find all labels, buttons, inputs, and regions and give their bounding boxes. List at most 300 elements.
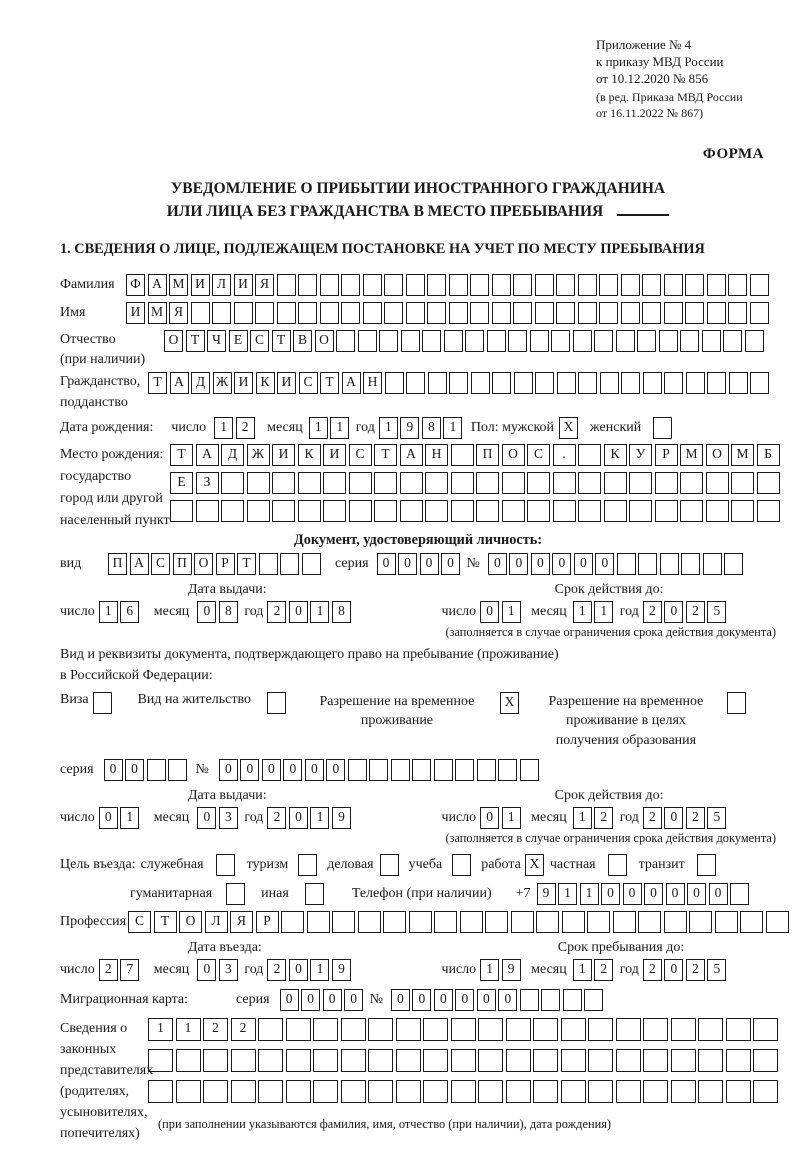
char-cell[interactable]: [766, 911, 789, 933]
entry-month-input[interactable]: [197, 959, 240, 981]
char-cell[interactable]: [637, 330, 656, 352]
char-cell[interactable]: [451, 1049, 476, 1072]
char-cell[interactable]: [323, 472, 346, 494]
char-cell[interactable]: [400, 472, 423, 494]
char-cell[interactable]: [369, 759, 388, 781]
char-cell[interactable]: 0: [441, 553, 460, 575]
birth-place-row1-input[interactable]: [170, 444, 782, 466]
char-cell[interactable]: [629, 500, 652, 522]
char-cell[interactable]: [753, 1049, 778, 1072]
char-cell[interactable]: А: [400, 444, 423, 466]
char-cell[interactable]: С: [128, 911, 151, 933]
char-cell[interactable]: О: [502, 444, 525, 466]
char-cell[interactable]: [400, 500, 423, 522]
char-cell[interactable]: [444, 330, 463, 352]
char-cell[interactable]: С: [299, 372, 318, 394]
char-cell[interactable]: 1: [176, 1018, 201, 1041]
char-cell[interactable]: [750, 302, 769, 324]
char-cell[interactable]: [203, 1049, 228, 1072]
char-cell[interactable]: [685, 302, 704, 324]
visa-checkbox[interactable]: [93, 692, 112, 714]
char-cell[interactable]: [148, 1049, 173, 1072]
sex-female-checkbox[interactable]: [653, 417, 672, 439]
char-cell[interactable]: [384, 274, 403, 296]
char-cell[interactable]: 1: [580, 883, 599, 905]
char-cell[interactable]: [298, 302, 317, 324]
char-cell[interactable]: Н: [363, 372, 382, 394]
char-cell[interactable]: [465, 330, 484, 352]
char-cell[interactable]: [434, 911, 457, 933]
char-cell[interactable]: 2: [643, 807, 662, 829]
char-cell[interactable]: 0: [240, 759, 259, 781]
char-cell[interactable]: 2: [231, 1018, 256, 1041]
char-cell[interactable]: [341, 1018, 366, 1041]
char-cell[interactable]: 0: [197, 601, 216, 623]
char-cell[interactable]: 0: [434, 989, 453, 1011]
permit-number-input[interactable]: [219, 759, 542, 781]
char-cell[interactable]: 1: [573, 601, 592, 623]
char-cell[interactable]: [423, 1049, 448, 1072]
char-cell[interactable]: [541, 989, 560, 1011]
purpose-humanitarian-checkbox[interactable]: [226, 883, 245, 905]
char-cell[interactable]: З: [196, 472, 219, 494]
doc-valid-year-input[interactable]: [643, 601, 729, 623]
char-cell[interactable]: 0: [574, 553, 593, 575]
char-cell[interactable]: [313, 1080, 338, 1103]
char-cell[interactable]: [604, 500, 627, 522]
char-cell[interactable]: [729, 372, 748, 394]
char-cell[interactable]: [305, 883, 324, 905]
char-cell[interactable]: [451, 444, 474, 466]
char-cell[interactable]: [588, 1018, 613, 1041]
char-cell[interactable]: [643, 372, 662, 394]
char-cell[interactable]: А: [170, 372, 189, 394]
char-cell[interactable]: [492, 274, 511, 296]
char-cell[interactable]: 1: [502, 601, 521, 623]
char-cell[interactable]: 6: [120, 601, 139, 623]
char-cell[interactable]: 1: [120, 807, 139, 829]
char-cell[interactable]: [698, 1049, 723, 1072]
char-cell[interactable]: [520, 989, 539, 1011]
char-cell[interactable]: 0: [280, 989, 299, 1011]
char-cell[interactable]: 5: [707, 601, 726, 623]
char-cell[interactable]: Т: [272, 330, 291, 352]
char-cell[interactable]: 2: [594, 807, 613, 829]
char-cell[interactable]: [561, 1018, 586, 1041]
char-cell[interactable]: [730, 883, 749, 905]
char-cell[interactable]: [680, 330, 699, 352]
char-cell[interactable]: [383, 911, 406, 933]
purpose-transit-checkbox[interactable]: [697, 854, 716, 876]
char-cell[interactable]: [406, 302, 425, 324]
char-cell[interactable]: [451, 500, 474, 522]
char-cell[interactable]: И: [191, 274, 210, 296]
char-cell[interactable]: [617, 553, 636, 575]
char-cell[interactable]: 0: [344, 989, 363, 1011]
purpose-work-checkbox[interactable]: [525, 854, 544, 876]
char-cell[interactable]: [385, 372, 404, 394]
char-cell[interactable]: [556, 302, 575, 324]
char-cell[interactable]: 1: [214, 417, 233, 439]
char-cell[interactable]: Д: [221, 444, 244, 466]
doc-number-input[interactable]: [488, 553, 746, 575]
char-cell[interactable]: [451, 472, 474, 494]
char-cell[interactable]: [231, 1049, 256, 1072]
char-cell[interactable]: 1: [330, 417, 349, 439]
char-cell[interactable]: [587, 911, 610, 933]
char-cell[interactable]: О: [315, 330, 334, 352]
char-cell[interactable]: [629, 472, 652, 494]
char-cell[interactable]: Т: [170, 444, 193, 466]
char-cell[interactable]: 0: [664, 601, 683, 623]
char-cell[interactable]: [455, 759, 474, 781]
permit-issue-year-input[interactable]: [267, 807, 353, 829]
char-cell[interactable]: [643, 1018, 668, 1041]
char-cell[interactable]: [368, 1080, 393, 1103]
char-cell[interactable]: [533, 1018, 558, 1041]
char-cell[interactable]: Ж: [247, 444, 270, 466]
char-cell[interactable]: [671, 1018, 696, 1041]
char-cell[interactable]: О: [706, 444, 729, 466]
doc-issue-month-input[interactable]: [197, 601, 240, 623]
char-cell[interactable]: [643, 1080, 668, 1103]
char-cell[interactable]: 2: [686, 959, 705, 981]
char-cell[interactable]: [428, 372, 447, 394]
temp-edu-permit-checkbox[interactable]: [727, 692, 746, 714]
char-cell[interactable]: [391, 759, 410, 781]
purpose-tourism-checkbox[interactable]: [298, 854, 317, 876]
char-cell[interactable]: М: [680, 444, 703, 466]
char-cell[interactable]: [616, 1049, 641, 1072]
char-cell[interactable]: [535, 302, 554, 324]
char-cell[interactable]: [599, 302, 618, 324]
char-cell[interactable]: [578, 274, 597, 296]
char-cell[interactable]: [698, 1080, 723, 1103]
char-cell[interactable]: [664, 302, 683, 324]
char-cell[interactable]: [396, 1049, 421, 1072]
char-cell[interactable]: [707, 274, 726, 296]
char-cell[interactable]: 2: [267, 959, 286, 981]
purpose-business-checkbox[interactable]: [380, 854, 399, 876]
char-cell[interactable]: 2: [203, 1018, 228, 1041]
char-cell[interactable]: [258, 1049, 283, 1072]
char-cell[interactable]: Я: [169, 302, 188, 324]
char-cell[interactable]: Я: [255, 274, 274, 296]
char-cell[interactable]: [422, 330, 441, 352]
char-cell[interactable]: Т: [148, 372, 167, 394]
char-cell[interactable]: [506, 1049, 531, 1072]
char-cell[interactable]: [298, 500, 321, 522]
char-cell[interactable]: С: [151, 553, 170, 575]
char-cell[interactable]: [514, 372, 533, 394]
char-cell[interactable]: Р: [216, 553, 235, 575]
char-cell[interactable]: [530, 330, 549, 352]
char-cell[interactable]: 0: [283, 759, 302, 781]
char-cell[interactable]: [707, 302, 726, 324]
char-cell[interactable]: 0: [623, 883, 642, 905]
char-cell[interactable]: [750, 274, 769, 296]
purpose-private-checkbox[interactable]: [608, 854, 627, 876]
char-cell[interactable]: [681, 553, 700, 575]
char-cell[interactable]: 1: [558, 883, 577, 905]
char-cell[interactable]: [313, 1049, 338, 1072]
char-cell[interactable]: [384, 302, 403, 324]
char-cell[interactable]: [427, 274, 446, 296]
char-cell[interactable]: [341, 274, 360, 296]
char-cell[interactable]: 1: [309, 417, 328, 439]
char-cell[interactable]: [374, 472, 397, 494]
doc-issue-year-input[interactable]: [267, 601, 353, 623]
char-cell[interactable]: [723, 330, 742, 352]
char-cell[interactable]: 2: [686, 807, 705, 829]
char-cell[interactable]: [556, 274, 575, 296]
char-cell[interactable]: [599, 274, 618, 296]
char-cell[interactable]: [659, 330, 678, 352]
residence-permit-checkbox[interactable]: [267, 692, 286, 714]
char-cell[interactable]: [176, 1049, 201, 1072]
char-cell[interactable]: [380, 854, 399, 876]
char-cell[interactable]: [423, 1018, 448, 1041]
char-cell[interactable]: [478, 1049, 503, 1072]
char-cell[interactable]: 0: [289, 601, 308, 623]
char-cell[interactable]: 0: [104, 759, 123, 781]
char-cell[interactable]: 1: [148, 1018, 173, 1041]
char-cell[interactable]: X: [500, 692, 519, 714]
char-cell[interactable]: И: [323, 444, 346, 466]
char-cell[interactable]: [726, 1049, 751, 1072]
char-cell[interactable]: X: [525, 854, 544, 876]
char-cell[interactable]: [336, 330, 355, 352]
char-cell[interactable]: И: [234, 372, 253, 394]
temp-permit-checkbox[interactable]: [500, 692, 519, 714]
char-cell[interactable]: [358, 330, 377, 352]
entry-day-input[interactable]: [99, 959, 142, 981]
given-name-input[interactable]: [126, 302, 771, 324]
char-cell[interactable]: 2: [643, 959, 662, 981]
char-cell[interactable]: 8: [422, 417, 441, 439]
doc-issue-day-input[interactable]: [99, 601, 142, 623]
char-cell[interactable]: [621, 372, 640, 394]
char-cell[interactable]: 2: [267, 807, 286, 829]
char-cell[interactable]: 2: [686, 601, 705, 623]
char-cell[interactable]: [423, 1080, 448, 1103]
char-cell[interactable]: [561, 1080, 586, 1103]
char-cell[interactable]: [470, 302, 489, 324]
char-cell[interactable]: [302, 553, 321, 575]
char-cell[interactable]: [298, 274, 317, 296]
char-cell[interactable]: 8: [219, 601, 238, 623]
birth-year-input[interactable]: [379, 417, 465, 439]
char-cell[interactable]: [234, 302, 253, 324]
char-cell[interactable]: 1: [379, 417, 398, 439]
purpose-study-checkbox[interactable]: [452, 854, 471, 876]
char-cell[interactable]: [221, 500, 244, 522]
char-cell[interactable]: [226, 883, 245, 905]
char-cell[interactable]: [216, 854, 235, 876]
char-cell[interactable]: [476, 500, 499, 522]
char-cell[interactable]: Т: [374, 444, 397, 466]
char-cell[interactable]: [757, 472, 780, 494]
char-cell[interactable]: [642, 302, 661, 324]
char-cell[interactable]: [557, 372, 576, 394]
char-cell[interactable]: [553, 500, 576, 522]
char-cell[interactable]: 1: [99, 601, 118, 623]
char-cell[interactable]: 0: [197, 959, 216, 981]
char-cell[interactable]: 0: [480, 601, 499, 623]
char-cell[interactable]: [320, 302, 339, 324]
char-cell[interactable]: [727, 692, 746, 714]
char-cell[interactable]: 5: [707, 959, 726, 981]
char-cell[interactable]: [697, 854, 716, 876]
char-cell[interactable]: Е: [170, 472, 193, 494]
char-cell[interactable]: [176, 1080, 201, 1103]
char-cell[interactable]: [726, 1018, 751, 1041]
char-cell[interactable]: [660, 553, 679, 575]
permit-valid-day-input[interactable]: [480, 807, 523, 829]
char-cell[interactable]: [280, 553, 299, 575]
char-cell[interactable]: П: [173, 553, 192, 575]
char-cell[interactable]: 0: [289, 959, 308, 981]
char-cell[interactable]: [706, 500, 729, 522]
char-cell[interactable]: [616, 1080, 641, 1103]
char-cell[interactable]: 5: [707, 807, 726, 829]
char-cell[interactable]: [553, 472, 576, 494]
char-cell[interactable]: С: [527, 444, 550, 466]
char-cell[interactable]: 8: [332, 601, 351, 623]
char-cell[interactable]: [363, 274, 382, 296]
char-cell[interactable]: [406, 372, 425, 394]
char-cell[interactable]: [502, 500, 525, 522]
char-cell[interactable]: 0: [377, 553, 396, 575]
stay-day-input[interactable]: [480, 959, 523, 981]
legal-row1-input[interactable]: [148, 1018, 781, 1041]
char-cell[interactable]: [231, 1080, 256, 1103]
char-cell[interactable]: [196, 500, 219, 522]
char-cell[interactable]: [502, 472, 525, 494]
char-cell[interactable]: [148, 1080, 173, 1103]
char-cell[interactable]: Я: [230, 911, 253, 933]
char-cell[interactable]: [427, 302, 446, 324]
char-cell[interactable]: [616, 330, 635, 352]
char-cell[interactable]: [594, 330, 613, 352]
char-cell[interactable]: [578, 500, 601, 522]
char-cell[interactable]: [281, 911, 304, 933]
char-cell[interactable]: Л: [205, 911, 228, 933]
sex-male-checkbox[interactable]: [559, 417, 578, 439]
char-cell[interactable]: 0: [477, 989, 496, 1011]
doc-valid-day-input[interactable]: [480, 601, 523, 623]
char-cell[interactable]: [396, 1018, 421, 1041]
char-cell[interactable]: [757, 500, 780, 522]
char-cell[interactable]: [272, 472, 295, 494]
char-cell[interactable]: [655, 472, 678, 494]
char-cell[interactable]: 0: [664, 959, 683, 981]
char-cell[interactable]: М: [169, 274, 188, 296]
char-cell[interactable]: [348, 759, 367, 781]
char-cell[interactable]: Т: [320, 372, 339, 394]
char-cell[interactable]: [434, 759, 453, 781]
char-cell[interactable]: [536, 911, 559, 933]
char-cell[interactable]: [341, 1049, 366, 1072]
char-cell[interactable]: [451, 1080, 476, 1103]
char-cell[interactable]: [513, 302, 532, 324]
stay-month-input[interactable]: [573, 959, 616, 981]
char-cell[interactable]: А: [130, 553, 149, 575]
char-cell[interactable]: [368, 1018, 393, 1041]
char-cell[interactable]: [492, 302, 511, 324]
char-cell[interactable]: 1: [573, 807, 592, 829]
char-cell[interactable]: [578, 472, 601, 494]
char-cell[interactable]: [740, 911, 763, 933]
legal-row3-input[interactable]: [148, 1080, 781, 1103]
char-cell[interactable]: [374, 500, 397, 522]
char-cell[interactable]: [170, 500, 193, 522]
char-cell[interactable]: [147, 759, 166, 781]
char-cell[interactable]: [168, 759, 187, 781]
char-cell[interactable]: [401, 330, 420, 352]
char-cell[interactable]: [728, 274, 747, 296]
char-cell[interactable]: Ф: [126, 274, 145, 296]
char-cell[interactable]: [349, 472, 372, 494]
permit-issue-month-input[interactable]: [197, 807, 240, 829]
phone-input[interactable]: [537, 883, 752, 905]
char-cell[interactable]: [203, 1080, 228, 1103]
char-cell[interactable]: [272, 500, 295, 522]
char-cell[interactable]: [703, 553, 722, 575]
char-cell[interactable]: [588, 1080, 613, 1103]
doc-series-input[interactable]: [377, 553, 463, 575]
char-cell[interactable]: К: [256, 372, 275, 394]
char-cell[interactable]: 1: [310, 807, 329, 829]
char-cell[interactable]: [702, 330, 721, 352]
char-cell[interactable]: [613, 911, 636, 933]
char-cell[interactable]: 0: [323, 989, 342, 1011]
char-cell[interactable]: 0: [412, 989, 431, 1011]
char-cell[interactable]: П: [108, 553, 127, 575]
char-cell[interactable]: [358, 911, 381, 933]
char-cell[interactable]: У: [629, 444, 652, 466]
mig-series-input[interactable]: [280, 989, 366, 1011]
char-cell[interactable]: 0: [552, 553, 571, 575]
char-cell[interactable]: [578, 444, 601, 466]
char-cell[interactable]: [655, 500, 678, 522]
char-cell[interactable]: [508, 330, 527, 352]
char-cell[interactable]: Д: [191, 372, 210, 394]
char-cell[interactable]: [286, 1049, 311, 1072]
char-cell[interactable]: [562, 911, 585, 933]
char-cell[interactable]: [638, 553, 657, 575]
char-cell[interactable]: [476, 472, 499, 494]
char-cell[interactable]: [724, 553, 743, 575]
char-cell[interactable]: [487, 330, 506, 352]
char-cell[interactable]: [451, 1018, 476, 1041]
char-cell[interactable]: [259, 553, 278, 575]
char-cell[interactable]: 1: [480, 959, 499, 981]
char-cell[interactable]: [643, 1049, 668, 1072]
char-cell[interactable]: [425, 500, 448, 522]
char-cell[interactable]: [286, 1018, 311, 1041]
char-cell[interactable]: [307, 911, 330, 933]
char-cell[interactable]: И: [277, 372, 296, 394]
char-cell[interactable]: О: [164, 330, 183, 352]
purpose-official-checkbox[interactable]: [216, 854, 235, 876]
char-cell[interactable]: Н: [425, 444, 448, 466]
char-cell[interactable]: [298, 472, 321, 494]
char-cell[interactable]: 1: [310, 959, 329, 981]
char-cell[interactable]: М: [731, 444, 754, 466]
char-cell[interactable]: 2: [236, 417, 255, 439]
char-cell[interactable]: [638, 911, 661, 933]
